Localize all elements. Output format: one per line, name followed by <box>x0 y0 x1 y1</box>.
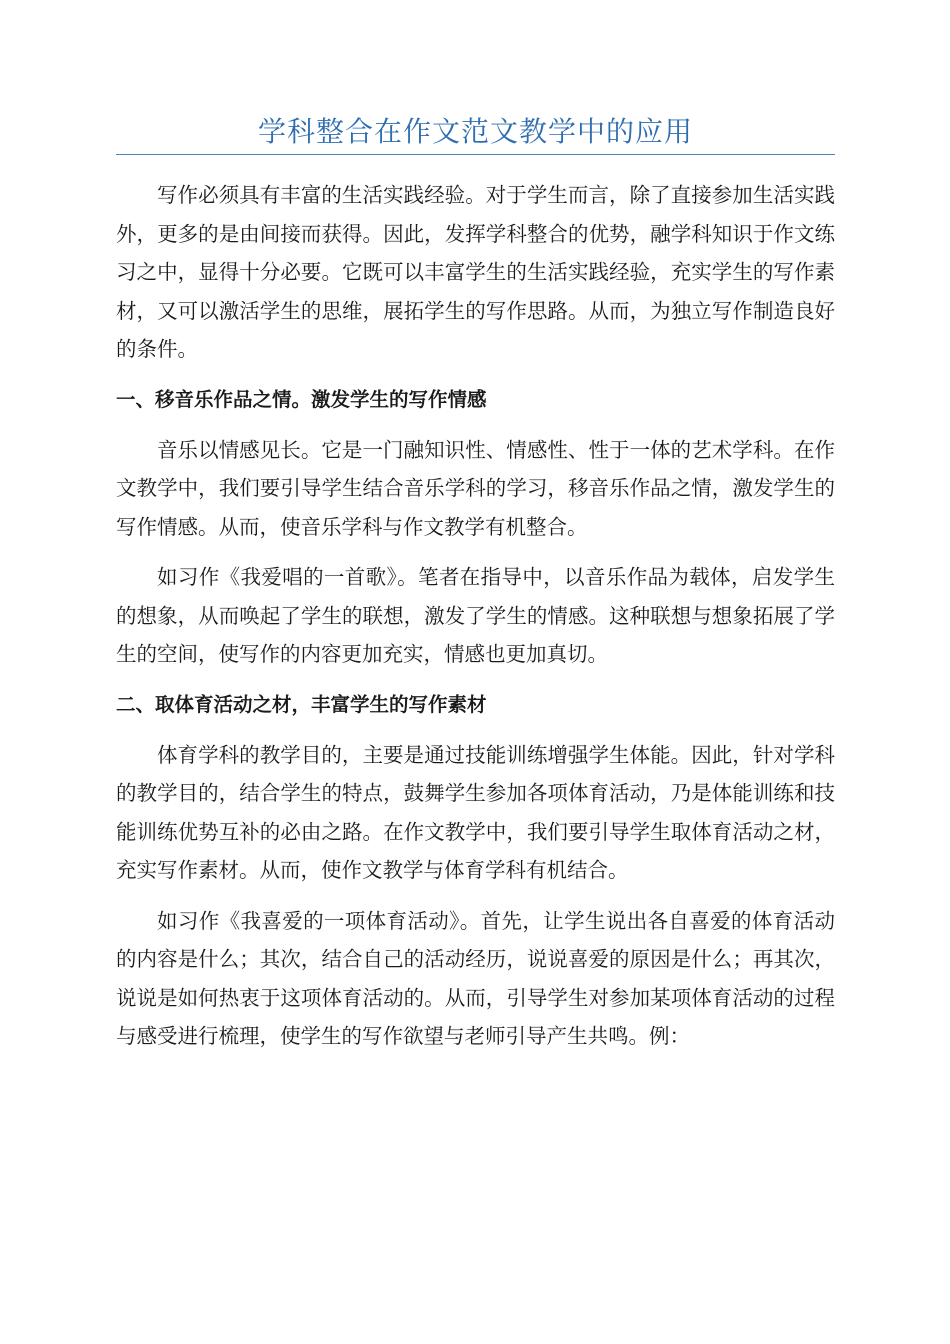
section-heading-sports: 二、取体育活动之材，丰富学生的写作素材 <box>116 692 487 716</box>
paragraph-intro: 写作必须具有丰富的生活实践经验。对于学生而言，除了直接参加生活实践外，更多的是由间接而获得。因此，发挥学科整合的优势，融学科知识于作文练习之中，显得十分必要。它既可以丰富学生的生活实践经验，充实学生的写作素材，又可以激活学生的思维，展拓学生的写作思路。从而，为独立写作制造良好的条件。 <box>116 183 835 361</box>
page-title: 学科整合在作文范文教学中的应用 <box>257 115 693 148</box>
paragraph-sports-2: 如习作《我喜爱的一项体育活动》。首先，让学生说出各自喜爱的体育活动的内容是什么；其次，结合自己的活动经历，说说喜爱的原因是什么；再其次，说说是如何热衷于这项体育活动的。从而，引导学生对参加某项体育活动的过程与感受进行梳理，使学生的写作欲望与老师引导产生共鸣。例： <box>116 908 835 1048</box>
paragraph-music-2: 如习作《我爱唱的一首歌》。笔者在指导中，以音乐作品为载体，启发学生的想象，从而唤起了学生的联想，激发了学生的情感。这种联想与想象拓展了学生的空间，使写作的内容更加充实，情感也更加真切。 <box>116 565 835 666</box>
title-underline <box>116 154 835 155</box>
section-heading-music: 一、移音乐作品之情。激发学生的写作情感 <box>116 387 487 411</box>
paragraph-sports-1: 体育学科的教学目的，主要是通过技能训练增强学生体能。因此，针对学科的教学目的，结合学生的特点，鼓舞学生参加各项体育活动，乃是体能训练和技能训练优势互补的必由之路。在作文教学中，我们要引导学生取体育活动之材，充实写作素材。从而，使作文教学与体育学科有机结合。 <box>116 742 835 882</box>
document-body <box>116 176 835 1068</box>
paragraph-music-1: 音乐以情感见长。它是一门融知识性、情感性、性于一体的艺术学科。在作文教学中，我们要引导学生结合音乐学科的学习，移音乐作品之情，激发学生的写作情感。从而，使音乐学科与作文教学有机整合。 <box>116 437 835 539</box>
title-block <box>116 112 835 155</box>
